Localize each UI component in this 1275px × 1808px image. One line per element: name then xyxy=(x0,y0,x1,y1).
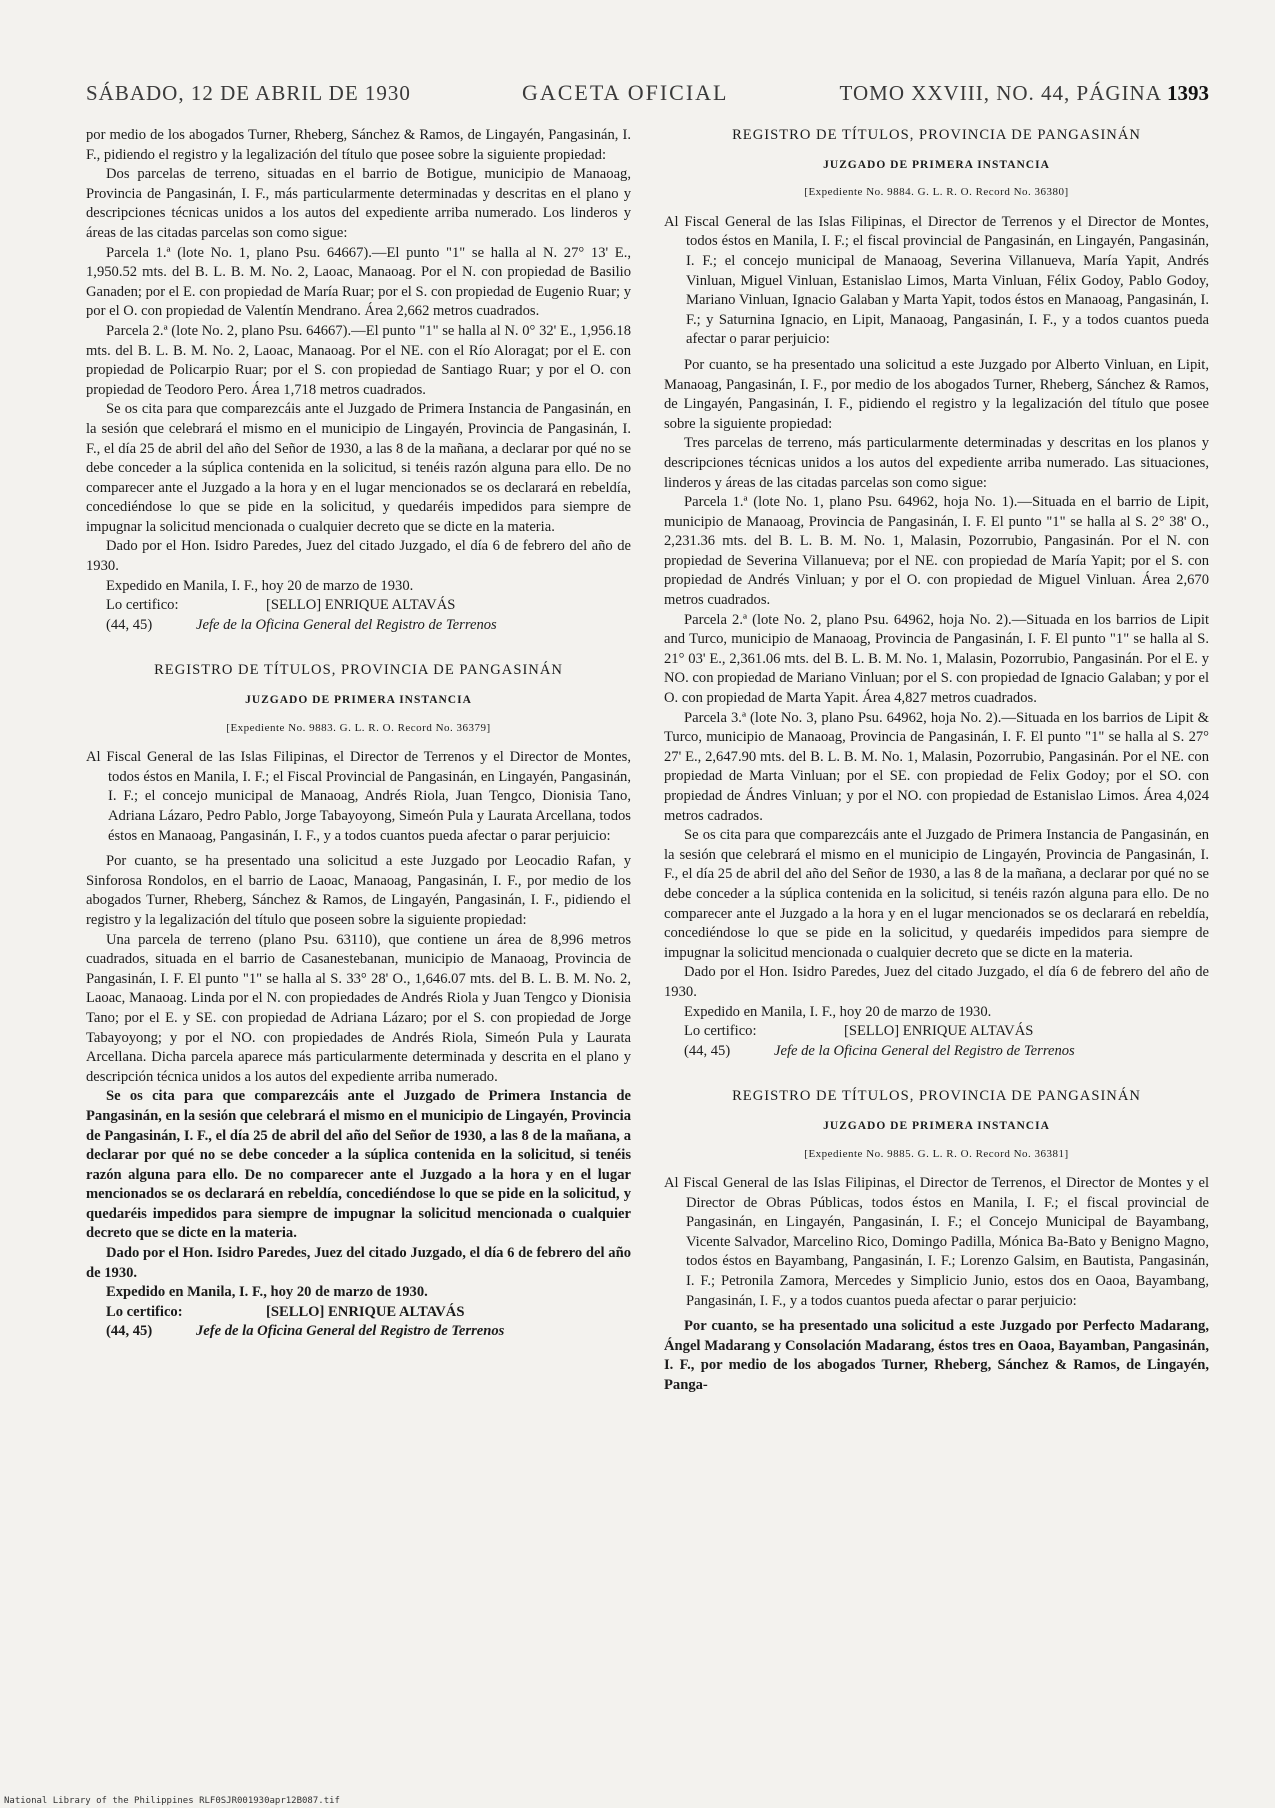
expediente-line: [Expediente No. 9885. G. L. R. O. Record No. 36381] xyxy=(804,1147,1069,1160)
scan-footer: National Library of the Philippines RLF0SJR001930apr12B087.tif xyxy=(4,1796,340,1806)
header-volume-label: TOMO XXVIII, NO. 44, PÁGINA xyxy=(839,81,1161,105)
paragraph: Se os cita para que comparezcáis ante el Juzgado de Primera Instancia de Pangasinán, en la sesión que celebrará el mismo en el municipio de Lingayén, Provincia de Pangasinán, I. F., el día 25 de abril del año del Señor de 1930, a las 8 de la mañana, a declarar por qué no se debe conceder a la súplica contenida en la solicitud, si tenéis razón alguna para ello. De no comparecer ante el Juzgado a la hora y en el lugar mencionados se os declarará en rebeldía, concediéndose lo que se pide en la solicitud, y quedaréis impedidos para siempre de impugnar la solicitud mencionada o cualquier decreto que se dicte en la materia. xyxy=(86,401,631,535)
paragraph: Parcela 1.ª (lote No. 1, plano Psu. 64667).—El punto "1" se halla al N. 27° 13' E., 1,950.52 mts. del B. L. B. M. No. 2, Laoac, Manaoag. Por el N. con propiedad de Basilio Ganaden; por el E. con propiedad de María Ruar; por el S. con propiedad de Eugenio Ruar; y por el O. con propiedad de Valentín Mendrano. Área 2,662 metros cuadrados. xyxy=(86,244,631,320)
paragraph: Parcela 2.ª (lote No. 2, plano Psu. 64962, hoja No. 2).—Situada en los barrios de Lipit and Turco, municipio de Manaoag, Provincia de Pangasinán, I. F. El punto "1" se halla al S. 21° 03' E., 2,361.06 mts. del B. L. B. M. No. 1, Malasin, Pozorrubio, Pangasinán. Por el E. y NO. con propiedad de Mariano Vinluan; por el S. con propiedad de Ignacio Galaban; y por el O. con propiedad de Marta Yapit. Área 4,827 metros cuadrados. xyxy=(664,611,1209,707)
page-header xyxy=(86,80,1209,106)
address-text: Al Fiscal General de las Islas Filipinas, el Director de Terrenos y el Director de Montes, todos éstos en Manila, I. F.; el fiscal provincial de Pangasinán, en Lingayén, Pangasinán, I. F.; el concejo municipal de Manaoag, Severina Villanueva, María Yapit, Andrés Vinluan, Miguel Vinluan, Estanislao Limos, Marta Vinluan, Félix Godoy, Pablo Godoy, Mariano Vinluan, Ignacio Galaban y Marta Yapit, todos éstos en Manaoag, Pangasinán, I. F.; y Saturnina Ignacio, en Lipit, Manaoag, Pangasinán, I. F., y a todos cuantos pueda afectar o parar perjuicio: xyxy=(664,213,1209,348)
left-column xyxy=(86,126,631,1396)
expediente-line: [Expediente No. 9884. G. L. R. O. Record No. 36380] xyxy=(804,186,1069,199)
right-column xyxy=(664,126,1209,1396)
signer-block xyxy=(226,1303,464,1323)
page-number: 1393 xyxy=(1166,81,1209,105)
court-heading: JUZGADO DE PRIMERA INSTANCIA xyxy=(245,694,472,707)
signature-line xyxy=(86,1303,631,1323)
paragraph: Expedido en Manila, I. F., hoy 20 de marzo de 1930. xyxy=(106,577,414,594)
paragraph: Dado por el Hon. Isidro Paredes, Juez del citado Juzgado, el día 6 de febrero del año de 1930. xyxy=(86,1245,631,1281)
seal-label: [SELLO] xyxy=(266,1303,325,1320)
issue-number: (44, 45) xyxy=(106,1323,153,1340)
paragraph: Parcela 2.ª (lote No. 2, plano Psu. 64667).—El punto "1" se halla al N. 0° 32' E., 1,956.18 mts. del B. L. B. M. No. 2, Laoac, Manaoag. Por el NE. con el Río Aloragat; por el E. con propiedad de Policarpio Ruar; por el S. con propiedad de Santiago Ruar; y por el O. con propiedad de Teodoro Pero. Área 1,718 metros cuadrados. xyxy=(86,322,631,398)
address-text: Al Fiscal General de las Islas Filipinas, el Director de Terrenos, el Director de Montes y el Director de Obras Públicas, todos éstos en Manila, I. F.; el fiscal provincial de Pangasinán, en Lingayén, Pangasinán, I. F.; el Concejo Municipal de Bayambang, Vicente Salvador, Marcelino Rico, Domingo Padilla, Mónica Ba-Bato y Benigno Magno, todos éstos en Bayambang, Pangasinán, I. F.; Lorenzo Galsim, en Bautista, Pangasinán, I. F.; Petronila Zamora, Mercedes y Simplicio Junio, estos dos en Oaoa, Bayambang, Pangasinán, I. F., y a todos cuantos pueda afectar o parar perjuicio: xyxy=(664,1175,1209,1309)
paragraph: Se os cita para que comparezcáis ante el Juzgado de Primera Instancia de Pangasinán, en la sesión que celebrará el mismo en el municipio de Lingayén, Provincia de Pangasinán, I. F., el día 25 de abril del año del Señor de 1930, a las 8 de la mañana, a declarar por qué no se debe conceder a la súplica contenida en la solicitud, si tenéis razón alguna para ello. De no comparecer ante el Juzgado a la hora y en el lugar mencionados se os declarará en rebeldía, concediéndose lo que se pide en la solicitud, y quedaréis impedidos para siempre de impugnar la solicitud mencionada o cualquier decreto que se dicte en la materia. xyxy=(664,827,1209,961)
signer-name: ENRIQUE ALTAVÁS xyxy=(902,1023,1034,1040)
signer-title: Jefe de la Oficina General del Registro de Terrenos xyxy=(196,1323,505,1340)
header-date: SÁBADO, 12 DE ABRIL DE 1930 xyxy=(86,81,411,105)
section-title: REGISTRO DE TÍTULOS, PROVINCIA DE PANGASINÁN xyxy=(732,1088,1141,1105)
paragraph: Parcela 1.ª (lote No. 1, plano Psu. 64962, hoja No. 1).—Situada en el barrio de Lipit, municipio de Manaoag, Provincia de Pangasinán, I. F. El punto "1" se halla al S. 2° 38' O., 2,231.36 mts. del B. L. B. M. No. 1, Malasin, Pozorrubio, Pangasinán. Por el N. con propiedad de Severina Villanueva; por el NE. con propiedad de María Yapit; por el S. con propiedad de Andrés Vinluan; y por el O. con propiedad de Miguel Vinluan. Área 2,670 metros cuadrados. xyxy=(664,494,1209,609)
signer-title: Jefe de la Oficina General del Registro de Terrenos xyxy=(774,1042,1075,1059)
paragraph: Tres parcelas de terreno, más particularmente determinadas y descritas en los planos y descripciones técnicas unidos a los autos del expediente arriba numerado. Las situaciones, linderos y áreas de las citadas parcelas son como sigue: xyxy=(664,435,1209,491)
paragraph: Dos parcelas de terreno, situadas en el barrio de Botigue, municipio de Manaoag, Provincia de Pangasinán, I. F., más particularmente determinadas y descritas en el plano y descripciones técnicas unidos a los autos del expediente arriba numerado. Los linderos y áreas de las citadas parcelas son como sigue: xyxy=(86,166,631,241)
seal-label: [SELLO] xyxy=(844,1023,900,1040)
paragraph: Expedido en Manila, I. F., hoy 20 de marzo de 1930. xyxy=(684,1003,992,1020)
bold-block xyxy=(86,1087,631,1342)
paragraph: Se os cita para que comparezcáis ante el Juzgado de Primera Instancia de Pangasinán, en la sesión que celebrará el mismo en el municipio de Lingayén, Provincia de Pangasinán, I. F., el día 25 de abril del año del Señor de 1930, a las 8 de la mañana, a declarar por qué no se debe conceder a la súplica contenida en la solicitud, si tenéis razón alguna para ello. De no comparecer ante el Juzgado a la hora y en el lugar mencionados se os declarará en rebeldía, concediéndose lo que se pide en la solicitud, y quedaréis impedidos para siempre de impugnar la solicitud mencionada o cualquier decreto que se dicte en la materia. xyxy=(86,1088,631,1242)
signer-title-line xyxy=(86,616,631,636)
signer-block xyxy=(804,1022,1033,1042)
address-paragraph xyxy=(664,213,1209,350)
paragraph: Una parcela de terreno (plano Psu. 63110), que contiene un área de 8,996 metros cuadrados, situada en el barrio de Casanestebanan, municipio de Manaoag, Provincia de Pangasinán, I. F. El punto "1" se halla al S. 33° 28' O., 1,646.07 mts. del B. L. B. M. No. 2, Laoac, Manaoag. Linda por el N. con propiedades de Andrés Riola y Juan Tengco y Dionisia Tano; por el E. y SE. con propiedad de Adriana Lázaro; por el S. con propiedad de Jorge Tabayoyong; y por el NO. con propiedades de Andrés Riola, Simeón Pula y Laurata Arcellana. Dicha parcela aparece más particularmente determinada y descrita en el plano y descripción técnica unidos a los autos del expediente arriba numerado. xyxy=(86,931,631,1085)
certify-label: Lo certifico: xyxy=(106,597,179,614)
section-title: REGISTRO DE TÍTULOS, PROVINCIA DE PANGASINÁN xyxy=(732,127,1141,143)
address-paragraph xyxy=(664,1174,1209,1311)
header-title: GACETA OFICIAL xyxy=(521,80,729,105)
paragraph: Parcela 3.ª (lote No. 3, plano Psu. 64962, hoja No. 2).—Situada en los barrios de Lipit & Turco, municipio de Manaoag, Provincia de Pangasinán, I. F. El punto "1" se halla al S. 27° 27' E., 2,647.90 mts. del B. L. B. M. No. 1, Malasin, Pozorrubio, Pangasinán. Por el NE. con propiedad de Marta Vinluan; por el SE. con propiedad de Felix Godoy; por el SO. con propiedad de Ándres Vinluan; y por el NO. con propiedad de Estanislao Limos. Área 4,024 metros cadrados. xyxy=(664,709,1209,824)
certify-label: Lo certifico: xyxy=(106,1303,183,1320)
columns xyxy=(86,126,1209,1396)
court-heading: JUZGADO DE PRIMERA INSTANCIA xyxy=(823,1119,1050,1132)
paragraph: Dado por el Hon. Isidro Paredes, Juez del citado Juzgado, el día 6 de febrero del año de 1930. xyxy=(86,538,631,575)
paragraph: por medio de los abogados Turner, Rheberg, Sánchez & Ramos, de Lingayén, Pangasinán, I. F., pidiendo el registro y la legalización del título que posee sobre la siguiente propiedad: xyxy=(86,127,631,163)
issue-number: (44, 45) xyxy=(106,616,153,633)
court-heading: JUZGADO DE PRIMERA INSTANCIA xyxy=(823,158,1050,171)
paragraph: Por cuanto, se ha presentado una solicitud a este Juzgado por Leocadio Rafan, y Sinforosa Rondolos, en el barrio de Laoac, Manaoag, Pangasinán, I. F., por medio de los abogados Turner, Rheberg, Sánchez & Ramos, de Lingayén, Pangasinán, I. F., pidiendo el registro y la legalización del título que poseen sobre la siguiente propiedad: xyxy=(86,853,631,928)
signer-title-line xyxy=(664,1042,1209,1062)
signer-name: ENRIQUE ALTAVÁS xyxy=(324,597,456,614)
signer-title-line xyxy=(86,1322,631,1342)
paragraph: Expedido en Manila, I. F., hoy 20 de marzo de 1930. xyxy=(106,1284,428,1301)
signer-title: Jefe de la Oficina General del Registro de Terrenos xyxy=(196,616,497,633)
paragraph: Por cuanto, se ha presentado una solicitud a este Juzgado por Alberto Vinluan, en Lipit, Manaoag, Pangasinán, I. F., por medio de los abogados Turner, Rheberg, Sánchez & Ramos, de Lingayén, Pangasinán, I. F., pidiendo el registro y la legalización del título que posee sobre la siguiente propiedad: xyxy=(664,356,1209,432)
certify-label: Lo certifico: xyxy=(684,1023,757,1040)
header-volume xyxy=(840,81,1209,106)
section-title: REGISTRO DE TÍTULOS, PROVINCIA DE PANGASINÁN xyxy=(154,662,563,679)
paragraph: Por cuanto, se ha presentado una solicitud a este Juzgado por Perfecto Madarang, Ángel Madarang y Consolación Madarang, éstos tres en Oaoa, Bayamban, Pangasinán, I. F., por medio de los abogados Turner, Rheberg, Sánchez & Ramos, de Lingayén, Panga- xyxy=(664,1318,1209,1394)
signer-block xyxy=(226,596,455,616)
address-text: Al Fiscal General de las Islas Filipinas, el Director de Terrenos y el Director de Montes, todos éstos en Manila, I. F.; el Fiscal Provincial de Pangasinán, en Lingayén, Pangasinán, I. F.; el concejo municipal de Manaoag, Andrés Riola, Juan Tengco, Dionisia Tano, Adriana Lázaro, Pedro Pablo, Jorge Tabayoyong, Simeón Pula y Laurata Arcellana, todos éstos en Manaoag, Pangasinán, I. F., y a todos cuantos pueda afectar o parar perjuicio: xyxy=(86,749,631,844)
expediente-line: [Expediente No. 9883. G. L. R. O. Record No. 36379] xyxy=(226,721,491,734)
seal-label: [SELLO] xyxy=(266,597,322,614)
issue-number: (44, 45) xyxy=(684,1042,731,1059)
signature-line xyxy=(664,1022,1209,1042)
paragraph: Dado por el Hon. Isidro Paredes, Juez del citado Juzgado, el día 6 de febrero del año de 1930. xyxy=(664,964,1209,1000)
signer-name: ENRIQUE ALTAVÁS xyxy=(328,1303,465,1320)
address-paragraph xyxy=(86,748,631,846)
signature-line xyxy=(86,596,631,616)
